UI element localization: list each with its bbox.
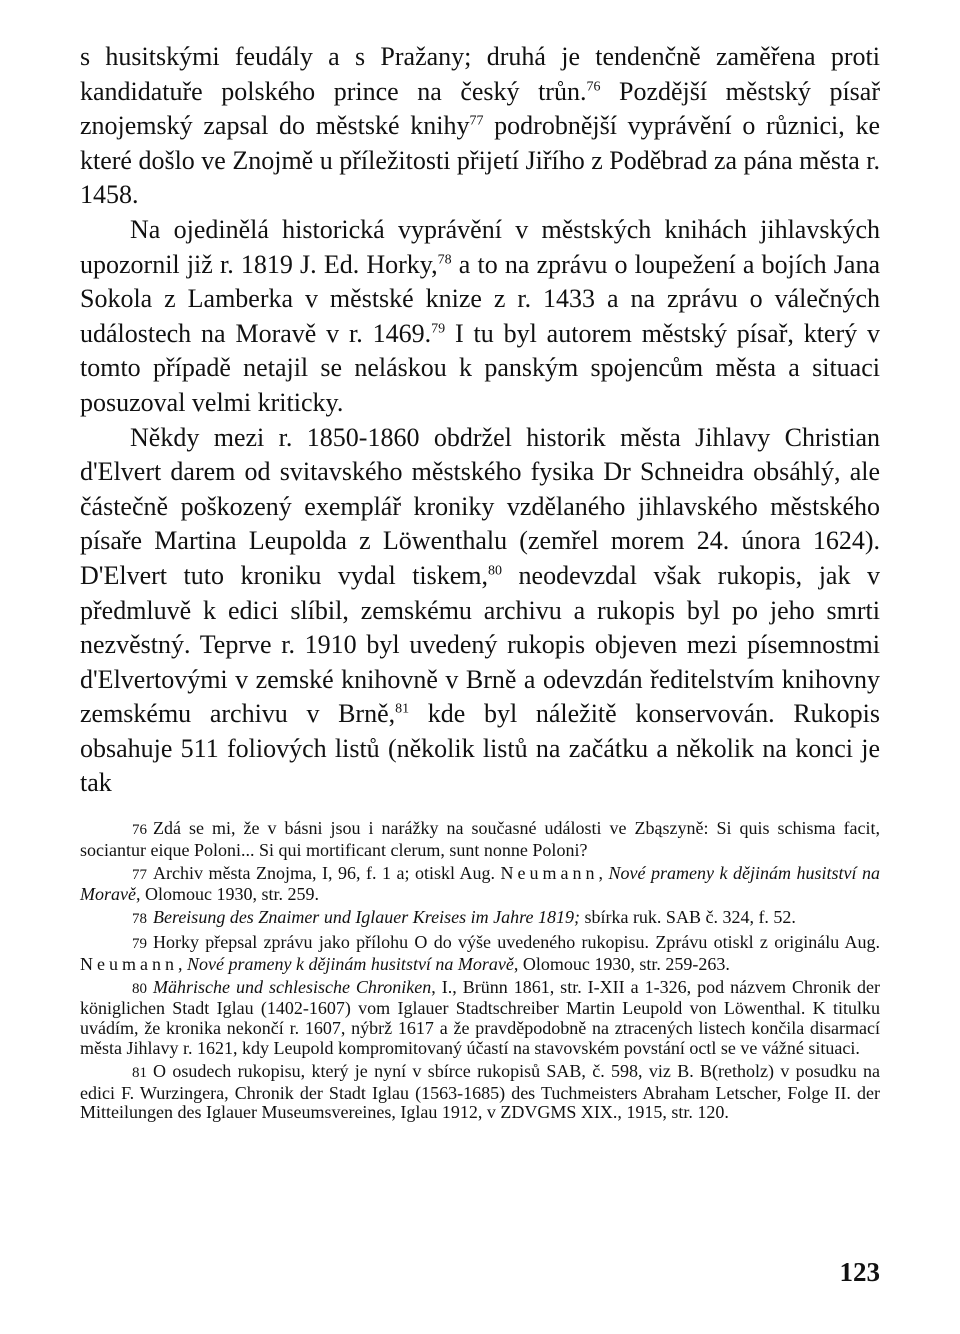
footnote-ref-78: 78 — [437, 251, 452, 267]
footnote-ref-79: 79 — [431, 321, 446, 337]
paragraph-3: Někdy mezi r. 1850-1860 obdržel historik města Jihlavy Christian d'Elvert darem od svitavského městského fysika Dr Schneidra obsáhlý, ale částečně poškozený exemplář kroniky vzdělaného jihlavského městského písaře Martina Leupolda z Löwenthalu (zemřel morem 24. února 1624). D'Elvert tuto kroniku vydal tiskem,$^{80}$ neodevzdal však rukopis, jak v předmluvě k edici slíbil, zemskému archivu a rukopis byl po jeho smrti nezvěstný. Teprve r. 1910 byl uvedený rukopis objeven mezi písemnostmi d'Elvertovými v zemské knihovně v Brně a odevzdán ředitelstvím knihovny zemskému archivu v Brně,$^{81}$ kde byl náležitě konservován. Rukopis obsahuje 511 foliových listů (několik listů na začátku a několik na konci je tak — [80, 422, 881, 798]
footnotes — [80, 819, 880, 1123]
footnote-81: 81 O osudech rukopisu, který je nyní v sbírce rukopisů SAB, č. 598, viz B. B(retholz) v posudku na edici F. Wurzingera, Chronik der Stadt Iglau (1563-1685) des Tuchmeisters Abraham Letscher, Folge II. der Mitteilungen des Iglauer Museumsvereines, Iglau 1912, v ZDVGMS XIX., 1915, str. 120. — [80, 1060, 880, 1123]
footnote-ref-80: 80 — [488, 563, 503, 579]
footnote-76: 76 Zdá se mi, že v básni jsou i narážky na současné události ve Zbąszyně: Si quis schisma facit, sociantur eique Poloni... Si qui mortificant clerum, sunt nonne Poloni? — [80, 818, 880, 860]
footnote-78: 78 Bereisung des Znaimer und Iglauer Kreises im Jahre 1819; sbírka ruk. SAB č. 324, f. 52. — [132, 907, 796, 928]
book-page — [80, 40, 880, 1126]
paragraph-2: Na ojedinělá historická vyprávění v městských knihách jihlavských upozornil již r. 1819 J. Ed. Horky,$^{78}$ a to na zprávu o loupežení a bojích Jana Sokola z Lamberka v městské knize z r. 1433 a na zprávu o válečných událostech na Moravě v r. 1469.79 I tu byl autorem městský písař, který v tomto případě netajil se neláskou k panským spojencům města a situaci posuzoval velmi kriticky. — [80, 214, 880, 417]
footnote-ref-81: 81 — [395, 701, 410, 717]
paragraph-1: s husitskými feudály a s Pražany; druhá je tendenčně zaměřena proti kandidatuře polského prince na český trůn.$^{76}$ Pozdější městský písař znojemský zapsal do městské knihy$^{77}$ podrobnější vyprávění o různici, ke které došlo ve Znojmě u příležitosti přijetí Jiřího z Poděbrad za pána města r. 1458. — [80, 42, 880, 210]
footnote-77: 77 Archiv města Znojma, I, 96, f. 1 a; otiskl Aug. Neumann, Nové prameny k dějinám husitství na Moravě, Olomouc 1930, str. 259. — [80, 862, 880, 905]
page-number: 123 — [839, 1257, 880, 1287]
main-text — [80, 40, 880, 801]
footnote-80: 80 Mährische und schlesische Chroniken, I., Brünn 1861, str. I-XII a 1-326, pod názvem Chronik der königlichen Stadt Iglau (1402-1607) vom Iglauer Stadtschreiber Martin Leupold von Löwenthal. K titulku uvádím, že kronika nekončí r. 1607, nýbrž 1617 a že pravděpodobně na ztracených listech končila disarmací města Jihlavy r. 1621, kdy Leupold kompromitovaný účastí na stavovském povstání octl se ve vážné situaci. — [80, 976, 881, 1059]
footnote-ref-76: 76 — [586, 78, 601, 94]
footnote-79: 79 Horky přepsal zprávu jako přílohu O do výše uvedeného rukopisu. Zprávu otiskl z originálu Aug. Neumann, Nové prameny k dějinám husitství na Moravě, Olomouc 1930, str. 259-263. — [80, 932, 880, 974]
footnote-ref-77: 77 — [469, 113, 484, 129]
